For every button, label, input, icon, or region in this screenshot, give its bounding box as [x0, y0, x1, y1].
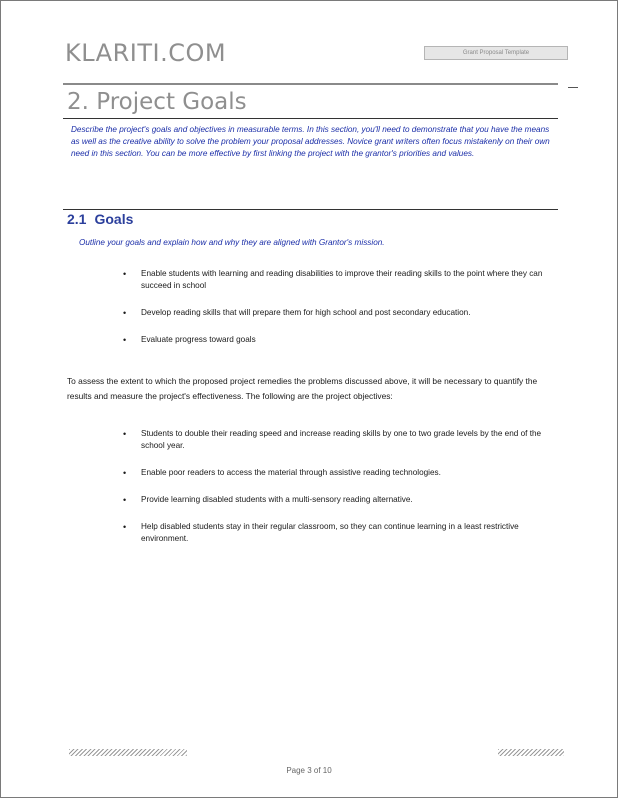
- section-number: 2.: [67, 89, 89, 115]
- body-paragraph: To assess the extent to which the proposed project remedies the problems discussed above, it will be necessary to quantify the results and measure the project's effectiveness. The following are the project objectives:: [67, 376, 538, 401]
- section-title: Project Goals: [96, 89, 247, 115]
- page-number: Page 3 of 10: [286, 766, 332, 775]
- list-item: • Students to double their reading speed and increase reading skills by one to two grade levels by the end of the school year.: [121, 428, 546, 452]
- list-item: • Evaluate progress toward goals: [121, 334, 546, 346]
- section-heading: [67, 89, 247, 115]
- subsection-number: 2.1: [67, 211, 87, 227]
- footer-rule-left: [69, 749, 187, 756]
- list-item: • Provide learning disabled students with a multi-sensory reading alternative.: [121, 494, 546, 506]
- subsection-heading-rule: [63, 209, 558, 210]
- list-item: • Enable students with learning and reading disabilities to improve their reading skills to the point where they can succeed in school: [121, 268, 546, 292]
- subsection-instructions: Outline your goals and explain how and why they are aligned with Grantor's mission.: [79, 238, 385, 247]
- list-item: • Develop reading skills that will prepare them for high school and post secondary education.: [121, 307, 546, 319]
- section-instructions: Describe the project's goals and objectives in measurable terms. In this section, you'll need to demonstrate that you have the means as well as the creative ability to solve the problem your proposal addresses. Novice grant writers often focus mistakenly on their own need in this section. You can be more effective by first linking the project with the grantor's priorities and values.: [71, 125, 550, 158]
- subsection-title: Goals: [94, 211, 134, 227]
- header-title-box: Grant Proposal Template: [424, 46, 568, 60]
- section-heading-rule: [63, 118, 558, 119]
- goals-list: [121, 268, 546, 361]
- objectives-list: [121, 428, 546, 560]
- footer-rule-right: [498, 749, 564, 756]
- list-item: • Enable poor readers to access the material through assistive reading technologies.: [121, 467, 546, 479]
- header-divider: [63, 83, 558, 85]
- list-item: • Help disabled students stay in their regular classroom, so they can continue learning in a least restrictive environment.: [121, 521, 546, 545]
- brand-logo: KLARITI.COM: [65, 39, 227, 67]
- subsection-heading: [67, 211, 133, 227]
- header-tick-mark: [568, 87, 578, 88]
